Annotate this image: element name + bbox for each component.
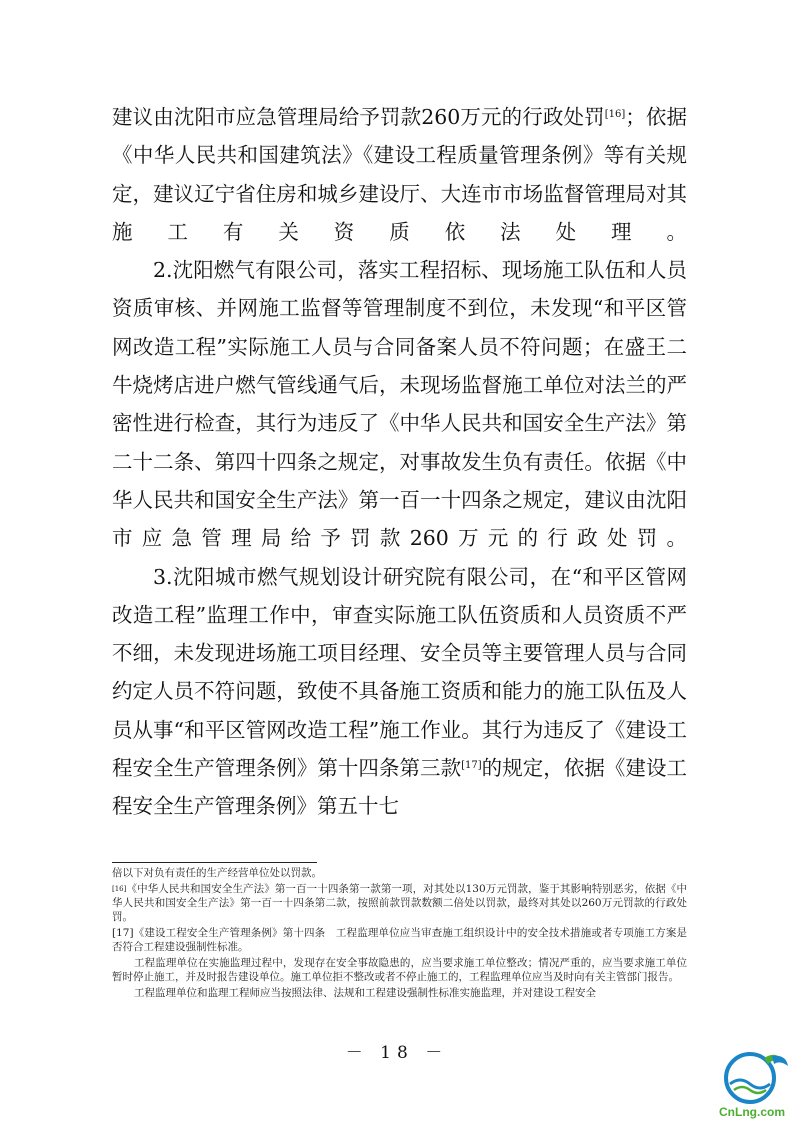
footnote-continuation: 倍以下对负有责任的生产经营单位处以罚款。 bbox=[112, 867, 322, 879]
footnote-17-paragraph-3: 工程监理单位和监理工程师应当按照法律、法规和工程建设强制性标准实施监理，并对建设工程安全 bbox=[134, 987, 596, 999]
page-number: － 18 － bbox=[345, 1043, 449, 1063]
paragraph-3-text-end: 的规定，依据《建设工程安全生产管理条例》第五十七 bbox=[112, 756, 687, 819]
footnote-16-mark: [16] bbox=[112, 885, 127, 893]
footnote-separator bbox=[112, 862, 317, 863]
paragraph-3-text: 3.沈阳城市燃气规划设计研究院有限公司，在“和平区管网改造工程”监理工作中，审查实际施工队伍资质和人员资质不严不细，未发现进场施工项目经理、安全员等主要管理人员与合同约定人员不符问题，致使不具备施工资质和能力的施工队伍及人员从事“和平区管网改造工程”施工作业。其行为违反了《建设工程安全生产管理条例》第十四条第三款 bbox=[112, 564, 687, 781]
footnote-16 bbox=[112, 882, 687, 924]
paragraph-1-text-end: ；依据《中华人民共和国建筑法》《建设工程质量管理条例》等有关规定，建议辽宁省住房和城乡建设厅、大连市市场监督管理局对其施工有关资质依法处理。 bbox=[112, 105, 687, 244]
logo-leaf-blue-icon bbox=[772, 1056, 788, 1066]
paragraph-3 bbox=[112, 558, 687, 826]
footnote-17-paragraph-2: 工程监理单位在实施监理过程中，发现存在安全事故隐患的，应当要求施工单位整改；情况严重的，应当要求施工单位暂时停止施工，并及时报告建设单位。施工单位拒不整改或者不停止施工的，工程监理单位应当及时向有关主管部门报告。 bbox=[112, 957, 687, 983]
body-text bbox=[112, 98, 687, 826]
footnote-16-text: 《中华人民共和国安全生产法》第一百一十四条第一款第一项，对其处以130万元罚款，鉴于其影响特别恶劣，依据《中华人民共和国安全生产法》第一百一十四条第二款，按照前款罚款数额二倍处以罚款，最终对其处以260万元罚款的行政处罚。 bbox=[112, 883, 687, 923]
footnote-ref-17[interactable]: [17] bbox=[461, 760, 482, 772]
footnotes bbox=[112, 866, 687, 1002]
paragraph-1 bbox=[112, 98, 687, 251]
cnlng-logo-watermark bbox=[712, 1050, 792, 1120]
paragraph-1-text: 建议由沈阳市应急管理局给予罚款260万元的行政处罚 bbox=[112, 105, 605, 129]
paragraph-2: 2.沈阳燃气有限公司，落实工程招标、现场施工队伍和人员资质审核、并网施工监督等管理制度不到位，未发现“和平区管网改造工程”实际施工人员与合同备案人员不符问题；在盛王二牛烧烤店进户燃气管线通气后，未现场监督施工单位对法兰的严密性进行检查，其行为违反了《中华人民共和国安全生产法》第二十二条、第四十四条之规定，对事故发生负有责任。依据《中华人民共和国安全生产法》第一百一十四条之规定，建议由沈阳市应急管理局给予罚款260万元的行政处罚。 bbox=[112, 258, 687, 551]
logo-text: CnLng.com bbox=[719, 1105, 785, 1119]
footnote-17: [17]《建设工程安全生产管理条例》第十四条 工程监理单位应当审查施工组织设计中的安全技术措施或者专项施工方案是否符合工程建设强制性标准。 bbox=[112, 927, 687, 953]
footnote-ref-16[interactable]: [16] bbox=[604, 109, 626, 120]
logo-wave-icon bbox=[730, 1080, 770, 1088]
